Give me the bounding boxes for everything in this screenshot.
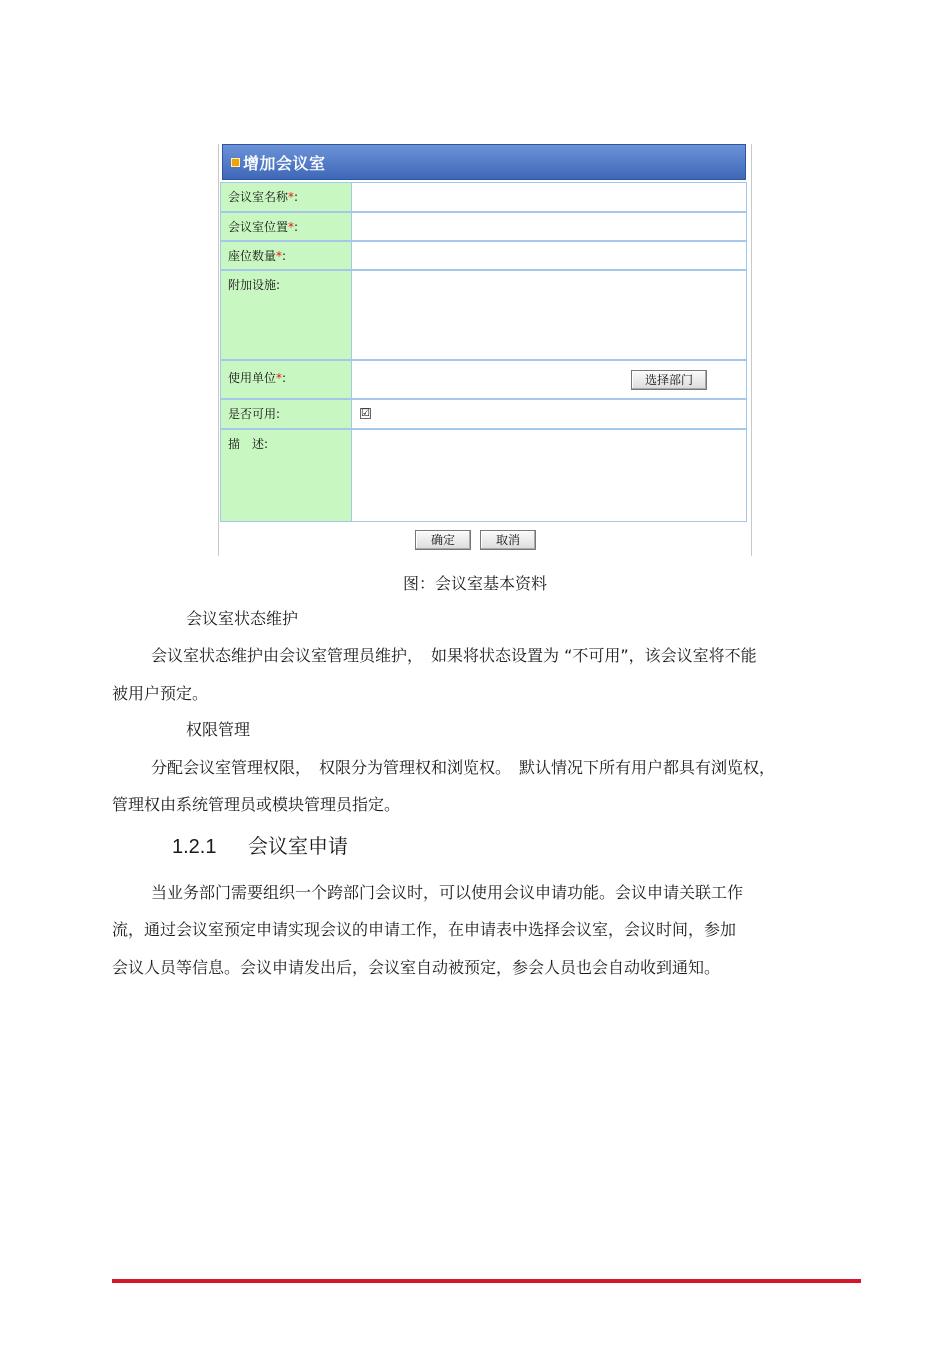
heading-text: 会议室申请 (248, 834, 348, 858)
form-title: 增加会议室 (243, 153, 326, 173)
available-row (220, 399, 747, 429)
footer-divider (112, 1279, 861, 1283)
available-label: 是否可用: (220, 399, 352, 429)
room-name-input[interactable] (352, 182, 747, 212)
available-field (352, 399, 747, 429)
apply-paragraph-line3: 会议人员等信息。会议申请发出后，会议室自动被预定，参会人员也会自动收到通知。 (112, 958, 721, 977)
section-heading (172, 830, 348, 859)
seat-count-label: 座位数量*: (220, 241, 352, 270)
room-name-row (220, 182, 747, 212)
room-location-input[interactable] (352, 212, 747, 241)
description-label: 描 述: (220, 429, 352, 522)
room-name-label: 会议室名称*: (220, 182, 352, 212)
select-dept-button[interactable]: 选择部门 (631, 370, 707, 390)
permission-paragraph-line2: 管理权由系统管理员或模块管理员指定。 (112, 795, 401, 814)
ok-button[interactable]: 确定 (415, 530, 471, 550)
status-paragraph-line1: 会议室状态维护由会议室管理员维护， 如果将状态设置为 “不可用”，该会议室将不能 (151, 646, 757, 665)
description-textarea[interactable] (352, 429, 747, 522)
status-paragraph-line2: 被用户预定。 (112, 684, 209, 703)
arrow-icon (231, 158, 240, 167)
using-dept-label: 使用单位*: (220, 360, 352, 399)
cancel-button[interactable]: 取消 (480, 530, 536, 550)
using-dept-row (220, 360, 747, 399)
seat-count-row (220, 241, 747, 270)
description-row (220, 429, 747, 522)
facilities-textarea[interactable] (352, 270, 747, 360)
seat-count-input[interactable] (352, 241, 747, 270)
room-location-row (220, 212, 747, 241)
apply-paragraph-line2: 流，通过会议室预定申请实现会议的申请工作，在申请表中选择会议室，会议时间，参加 (112, 920, 737, 939)
available-checkbox[interactable]: ☑ (361, 408, 370, 419)
permission-section-title: 权限管理 (186, 720, 251, 739)
figure-caption: 图：会议室基本资料 (402, 574, 547, 593)
heading-number: 1.2.1 (172, 836, 217, 858)
status-section-title: 会议室状态维护 (186, 609, 299, 628)
facilities-label: 附加设施: (220, 270, 352, 360)
facilities-row (220, 270, 747, 360)
apply-paragraph-line1: 当业务部门需要组织一个跨部门会议时，可以使用会议申请功能。会议申请关联工作 (151, 883, 744, 902)
form-header (222, 144, 746, 180)
room-location-label: 会议室位置*: (220, 212, 352, 241)
using-dept-field (352, 360, 747, 399)
permission-paragraph-line1: 分配会议室管理权限， 权限分为管理权和浏览权。 默认情况下所有用户都具有浏览权， (151, 758, 776, 777)
meeting-room-form-screenshot (218, 144, 752, 556)
